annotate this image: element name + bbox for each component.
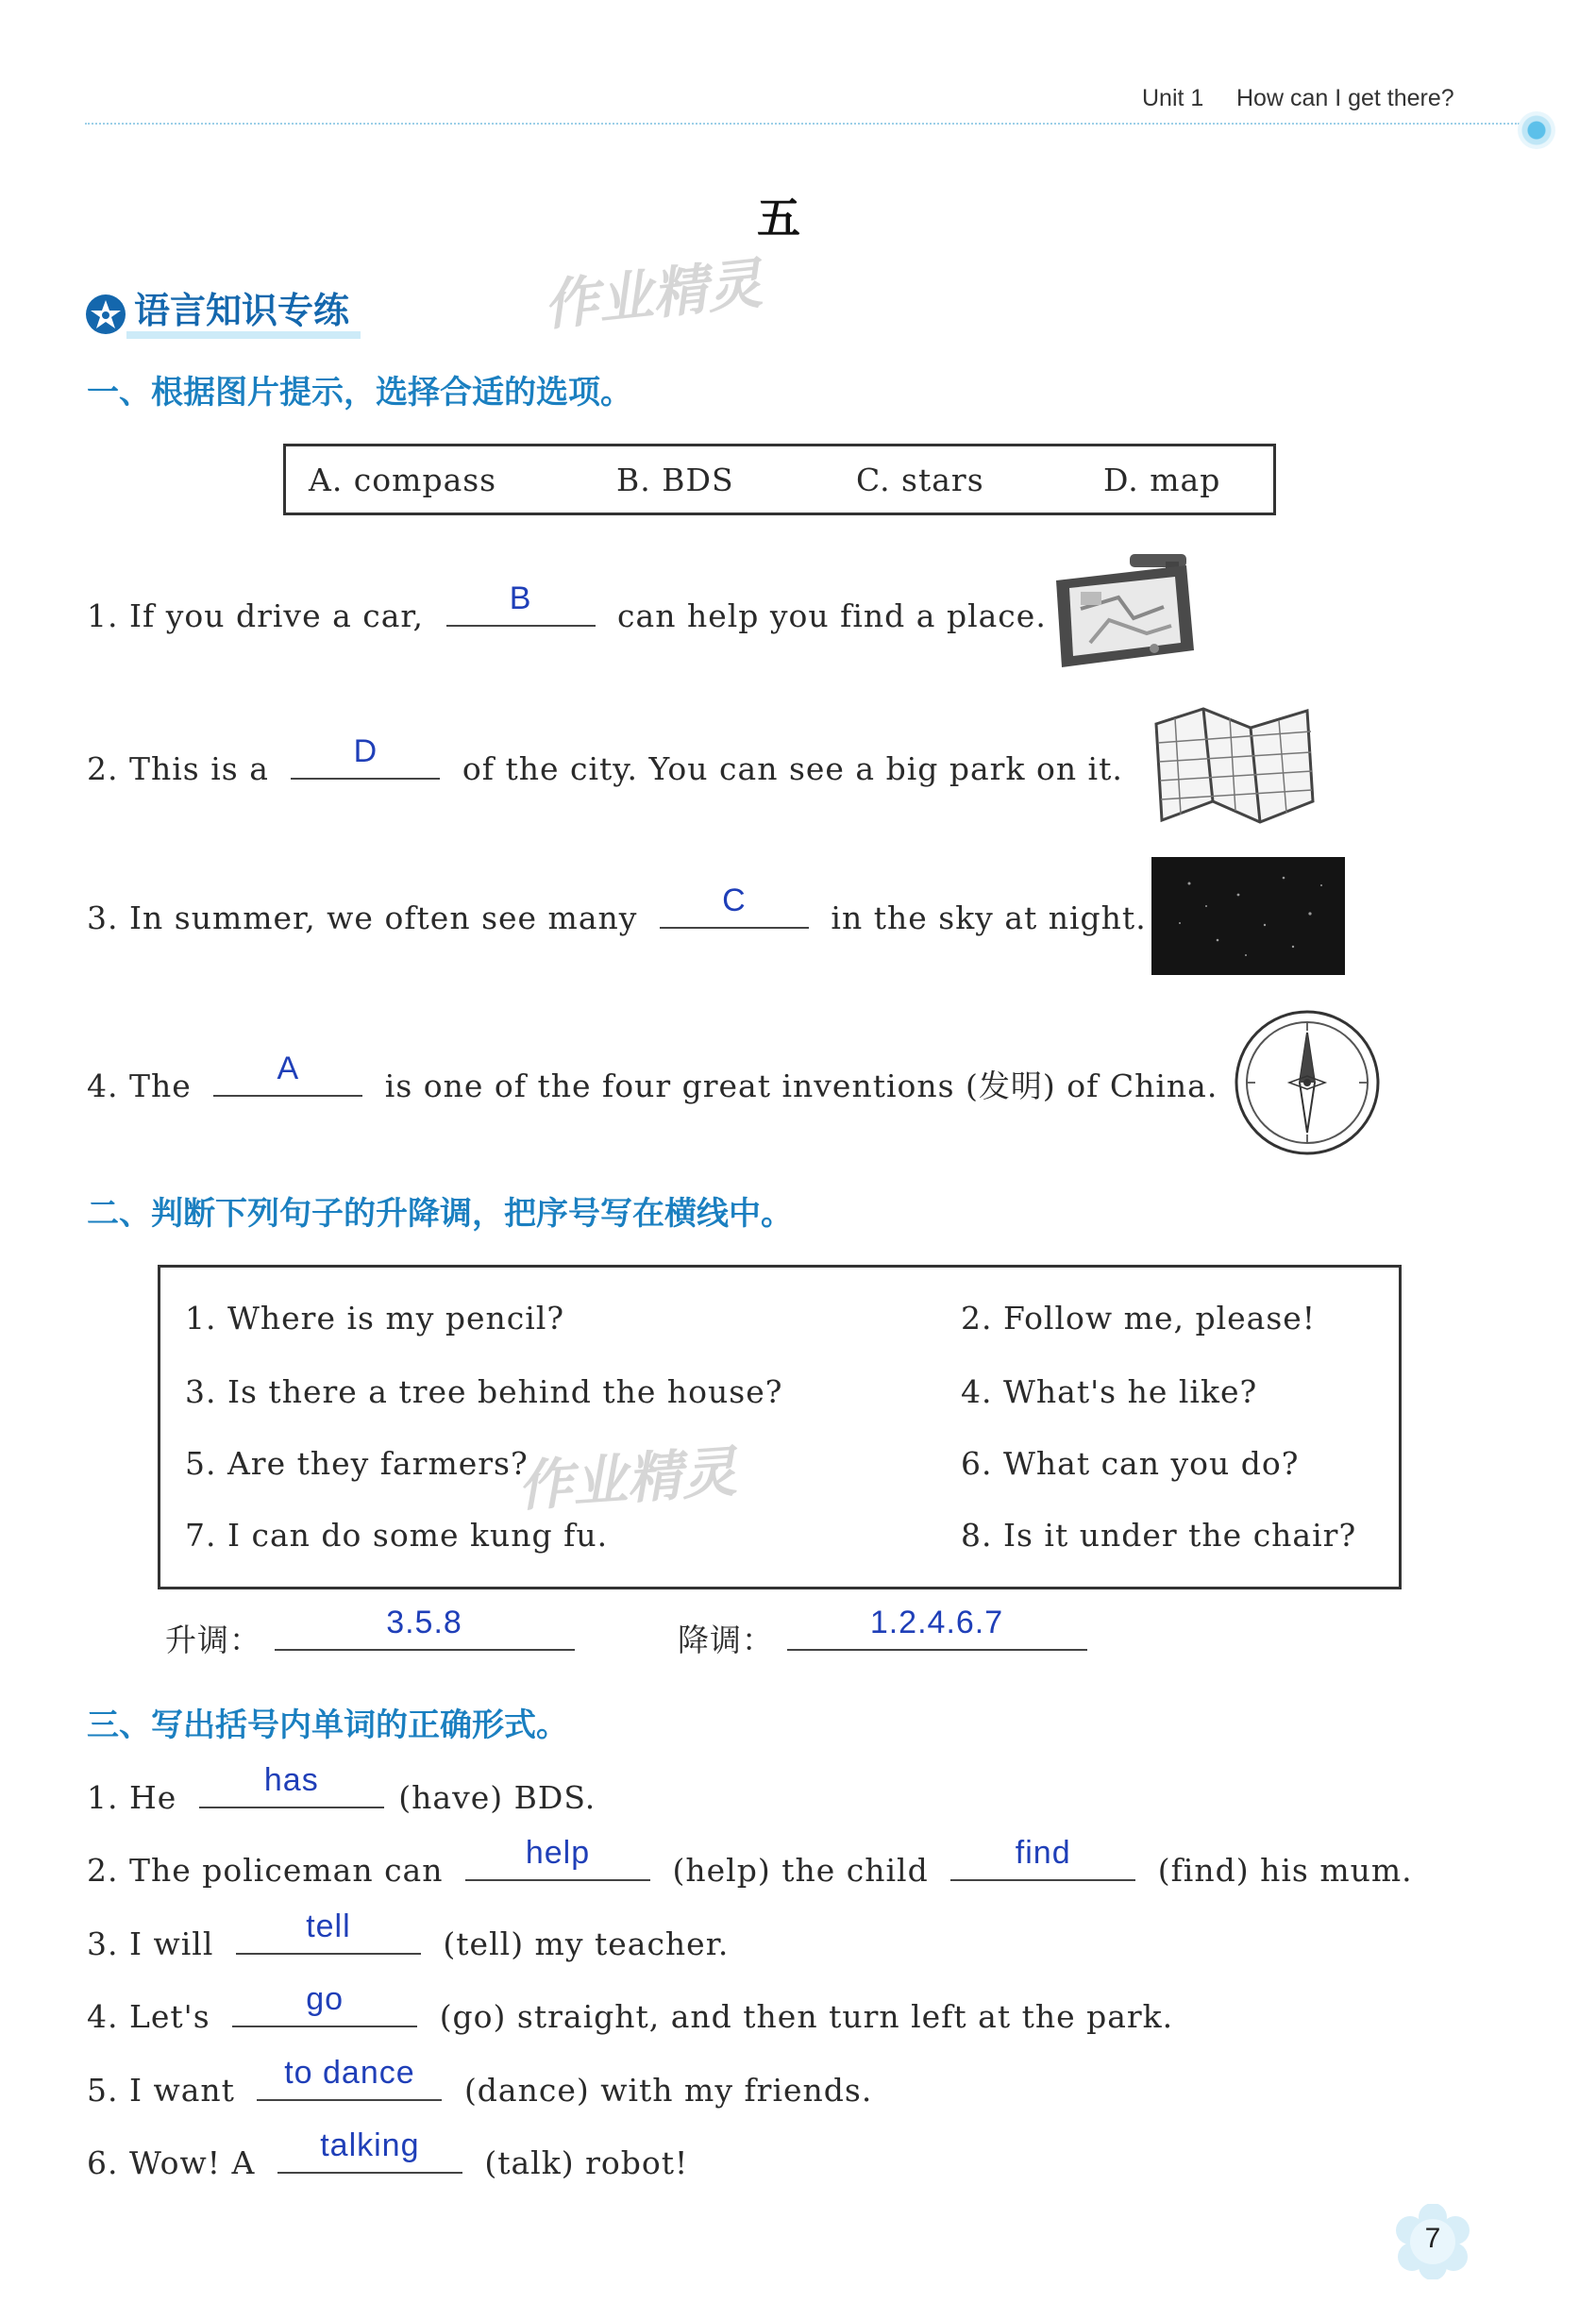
watermark: 作业精灵 (515, 1438, 739, 1519)
part1-heading: 一、根据图片提示，选择合适的选项。 (87, 374, 632, 412)
watermark: 作业精灵 (540, 251, 765, 338)
section-banner (85, 288, 361, 341)
falling-row: 降调： 1.2.4.6.7 (678, 1616, 1087, 1660)
question-3: 3. In summer, we often see many C in the sky at night. (87, 883, 1147, 936)
header-divider (85, 123, 1520, 125)
answer-text: to dance (284, 2055, 415, 2091)
section-banner-label: 语言知识专练 (126, 290, 361, 339)
answer-text: tell (306, 1908, 351, 1944)
night-sky-stars (1151, 857, 1345, 975)
item-6: 6. Wow! A talking (talk) robot! (87, 2127, 689, 2181)
answer-text: go (306, 1981, 344, 2017)
answer-text: D (353, 733, 378, 769)
answer-text: A (277, 1051, 300, 1086)
sentence-6: 6. What can you do? (961, 1445, 1300, 1482)
header-title: How can I get there? (1236, 85, 1454, 111)
answer-text: has (263, 1762, 319, 1798)
answer-blank[interactable] (236, 1908, 421, 1955)
answer-text: talking (320, 2127, 420, 2163)
page-number: 7 (1424, 2223, 1441, 2254)
answer-blank[interactable] (291, 733, 440, 780)
answer-blank[interactable] (232, 1981, 417, 2027)
question-1: 1. If you drive a car, B can help you find a place. (87, 580, 1047, 634)
question-4: 4. The A is one of the four great inventions (发明) of China. (87, 1051, 1218, 1104)
page-number-badge (1395, 2204, 1470, 2279)
item-4: 4. Let's go (go) straight, and then turn left at the park. (87, 1981, 1174, 2035)
answer-blank[interactable] (213, 1051, 362, 1097)
sentence-1: 1. Where is my pencil? (185, 1300, 565, 1337)
item-1: 1. He has (have) BDS. (87, 1762, 596, 1816)
answer-text: B (509, 580, 532, 616)
question-2: 2. This is a D of the city. You can see a big park on it. (87, 733, 1123, 787)
falling-answer: 1.2.4.6.7 (869, 1605, 1004, 1640)
item-5: 5. I want to dance (dance) with my friends. (87, 2055, 873, 2109)
part2-heading: 二、判断下列句子的升降调，把序号写在横线中。 (87, 1195, 793, 1233)
sentence-5: 5. Are they farmers? (185, 1445, 529, 1482)
item-3: 3. I will tell (tell) my teacher. (87, 1908, 730, 1962)
sentence-3: 3. Is there a tree behind the house? (185, 1373, 783, 1410)
gps-device-icon (1043, 552, 1199, 680)
header-unit: Unit 1 (1142, 85, 1204, 111)
answer-blank[interactable] (465, 1835, 650, 1881)
sentence-4: 4. What's he like? (961, 1373, 1258, 1410)
rising-row: 升调： 3.5.8 (165, 1616, 575, 1660)
answer-text: help (525, 1835, 591, 1871)
rising-answer: 3.5.8 (386, 1605, 462, 1640)
lesson-number: 五 (757, 193, 800, 244)
answer-blank[interactable] (199, 1762, 384, 1808)
answer-blank[interactable] (277, 2127, 462, 2174)
map-icon (1147, 703, 1321, 831)
answer-blank[interactable] (257, 2055, 442, 2101)
sentence-8: 8. Is it under the chair? (961, 1517, 1357, 1554)
option-c: C. stars (856, 462, 984, 498)
answer-blank[interactable] (660, 883, 809, 929)
option-d: D. map (1103, 462, 1221, 498)
part3-heading: 三、写出括号内单词的正确形式。 (87, 1706, 568, 1744)
header-circle-icon (1518, 111, 1555, 149)
options-box (283, 444, 1276, 515)
answer-blank[interactable] (950, 1835, 1135, 1881)
sentence-box (158, 1265, 1402, 1589)
answer-text: C (722, 883, 747, 918)
option-b: B. BDS (616, 462, 734, 498)
option-a: A. compass (309, 462, 497, 498)
answer-blank[interactable] (446, 580, 596, 627)
sentence-7: 7. I can do some kung fu. (185, 1517, 609, 1554)
item-2: 2. The policeman can help (help) the child find (find) his mum. (87, 1835, 1413, 1889)
answer-text: find (1015, 1835, 1071, 1871)
sentence-2: 2. Follow me, please! (961, 1300, 1317, 1337)
star-icon (85, 294, 126, 335)
compass-icon (1233, 1008, 1382, 1157)
